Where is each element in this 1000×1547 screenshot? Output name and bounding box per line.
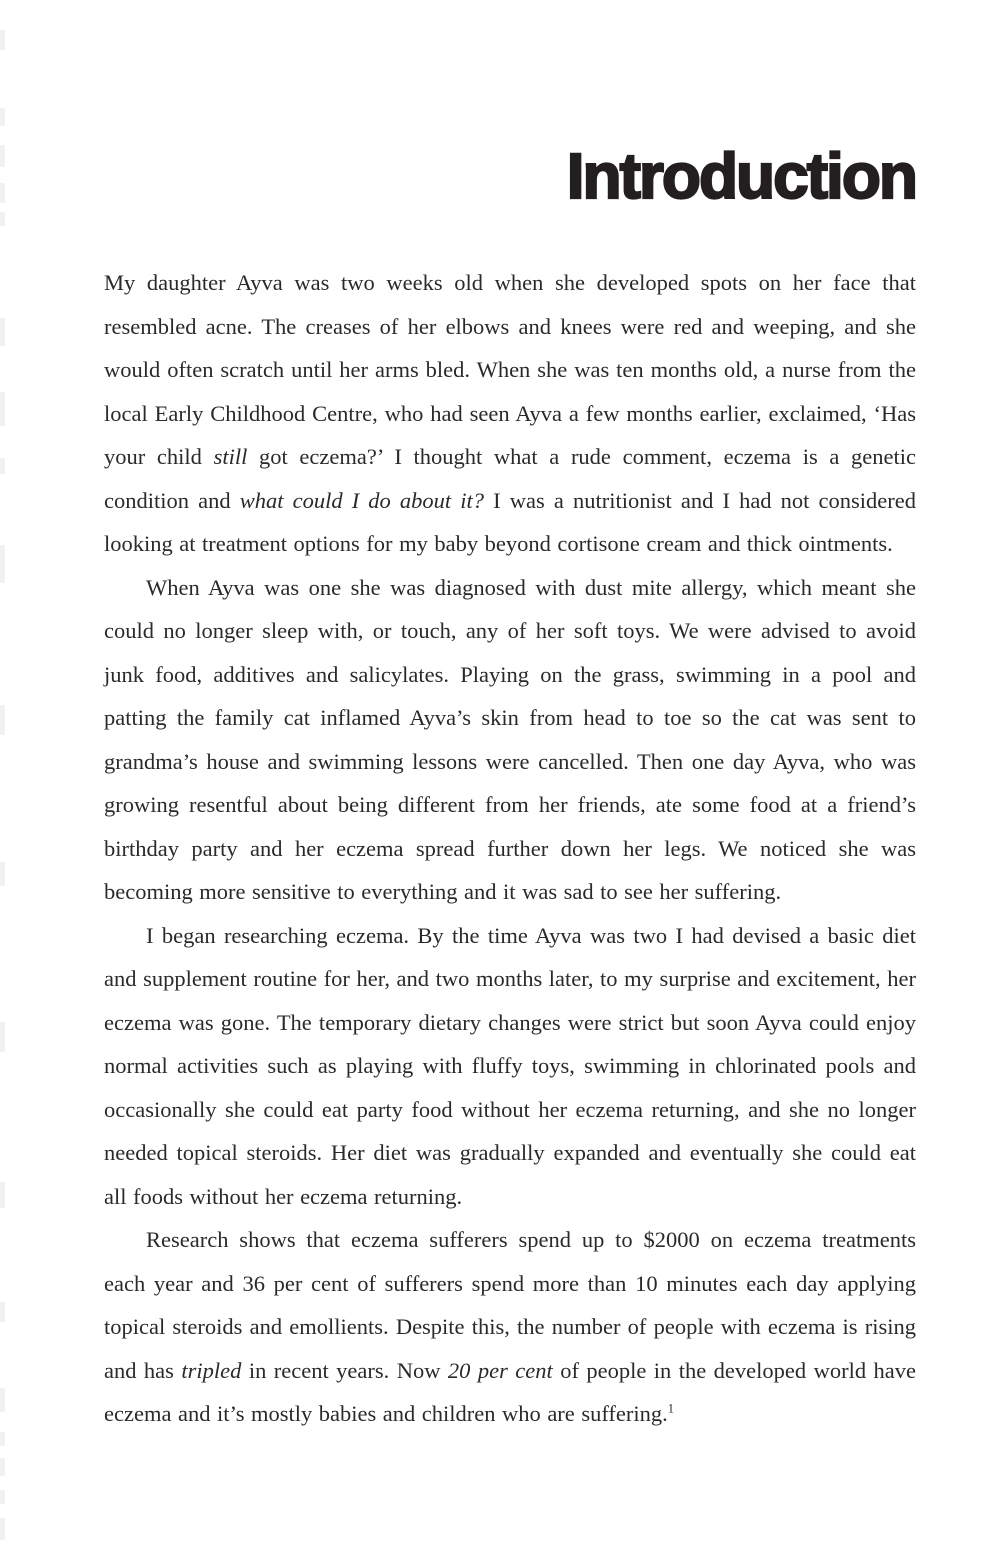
scan-artifact-mark bbox=[0, 108, 5, 126]
scan-artifact-mark bbox=[0, 1458, 5, 1476]
scan-artifact-mark bbox=[0, 705, 5, 735]
scan-artifact-mark bbox=[0, 1490, 5, 1504]
italic-phrase: still bbox=[213, 444, 248, 469]
paragraph-1 bbox=[104, 261, 916, 566]
italic-phrase: 20 per cent bbox=[447, 1357, 553, 1383]
scan-artifact-mark bbox=[0, 183, 5, 203]
text-run: I began researching eczema. By the time Ayva was two I had devised a basic diet and supplement routine for her, and two months later, to my surprise and excitement, her eczema was gone. The temporary dietary changes were strict but soon Ayva could enjoy normal activities such as playing with fluffy toys, swimming in chlorinated pools and occasionally she could eat party food without her eczema returning, and she no longer needed topical steroids. Her diet was gradually expanded and eventually she could eat all foods without her eczema returning. bbox=[104, 922, 916, 1209]
footnote-reference: 1 bbox=[667, 1401, 674, 1416]
scan-artifact-mark bbox=[0, 458, 5, 474]
body-text bbox=[104, 261, 916, 1436]
text-run: When Ayva was one she was diagnosed with dust mite allergy, which meant she could no longer sleep with, or touch, any of her soft toys. We were advised to avoid junk food, additives and salicylates. Playing on the grass, swimming in a pool and patting the family cat inflamed Ayva’s skin from head to toe so the cat was sent to grandma’s house and swimming lessons were cancelled. Then one day Ayva, who was growing resentful about being different from her friends, ate some food at a friend’s birthday party and her eczema spread further down her legs. We noticed she was becoming more sensitive to everything and it was sad to see her suffering. bbox=[104, 574, 916, 904]
paragraph-2 bbox=[104, 566, 916, 914]
scan-artifact-mark bbox=[0, 1388, 5, 1412]
scan-artifact-mark bbox=[0, 212, 5, 226]
scan-artifact-mark bbox=[0, 1022, 5, 1052]
text-run: in recent years. Now bbox=[241, 1357, 448, 1383]
scan-artifact-mark bbox=[0, 1302, 5, 1322]
scan-artifact-mark bbox=[0, 862, 5, 886]
scan-artifact-mark bbox=[0, 1518, 5, 1540]
scan-artifact-mark bbox=[0, 545, 5, 583]
text-run: of people in the developed world have eczema and it’s mostly babies and children who are suffering. bbox=[104, 1357, 916, 1426]
paragraph-4 bbox=[104, 1218, 916, 1436]
text-run: My daughter Ayva was two weeks old when she developed spots on her face that resembled acne. The creases of her elbows and knees were red and weeping, and she would often scratch until her arms bled. When she was ten months old, a nurse from the local Early Childhood Centre, who had seen Ayva a few months earlier, exclaimed, ‘Has your child bbox=[104, 270, 916, 469]
scan-artifact-mark bbox=[0, 1182, 5, 1208]
scan-artifact-mark bbox=[0, 30, 5, 50]
italic-phrase: what could I do about it? bbox=[239, 487, 485, 513]
chapter-title: Introduction bbox=[566, 139, 916, 212]
scan-artifact-mark bbox=[0, 145, 5, 167]
text-run: got eczema?’ I thought what a rude comment, eczema is a genetic condition and bbox=[104, 444, 916, 513]
text-run: I was a nutritionist and I had not considered looking at treatment options for my baby beyond cortisone cream and thick ointments. bbox=[104, 487, 916, 556]
scan-artifact-mark bbox=[0, 1432, 5, 1446]
paragraph-3 bbox=[104, 914, 916, 1219]
scan-artifact-mark bbox=[0, 392, 5, 426]
scan-artifact-mark bbox=[0, 318, 5, 346]
text-run: Research shows that eczema sufferers spend up to $2000 on eczema treatments each year and 36 per cent of sufferers spend more than 10 minutes each day applying topical steroids and emollients. Despite this, the number of people with eczema is rising and has bbox=[104, 1227, 916, 1383]
italic-phrase: tripled bbox=[181, 1357, 242, 1383]
